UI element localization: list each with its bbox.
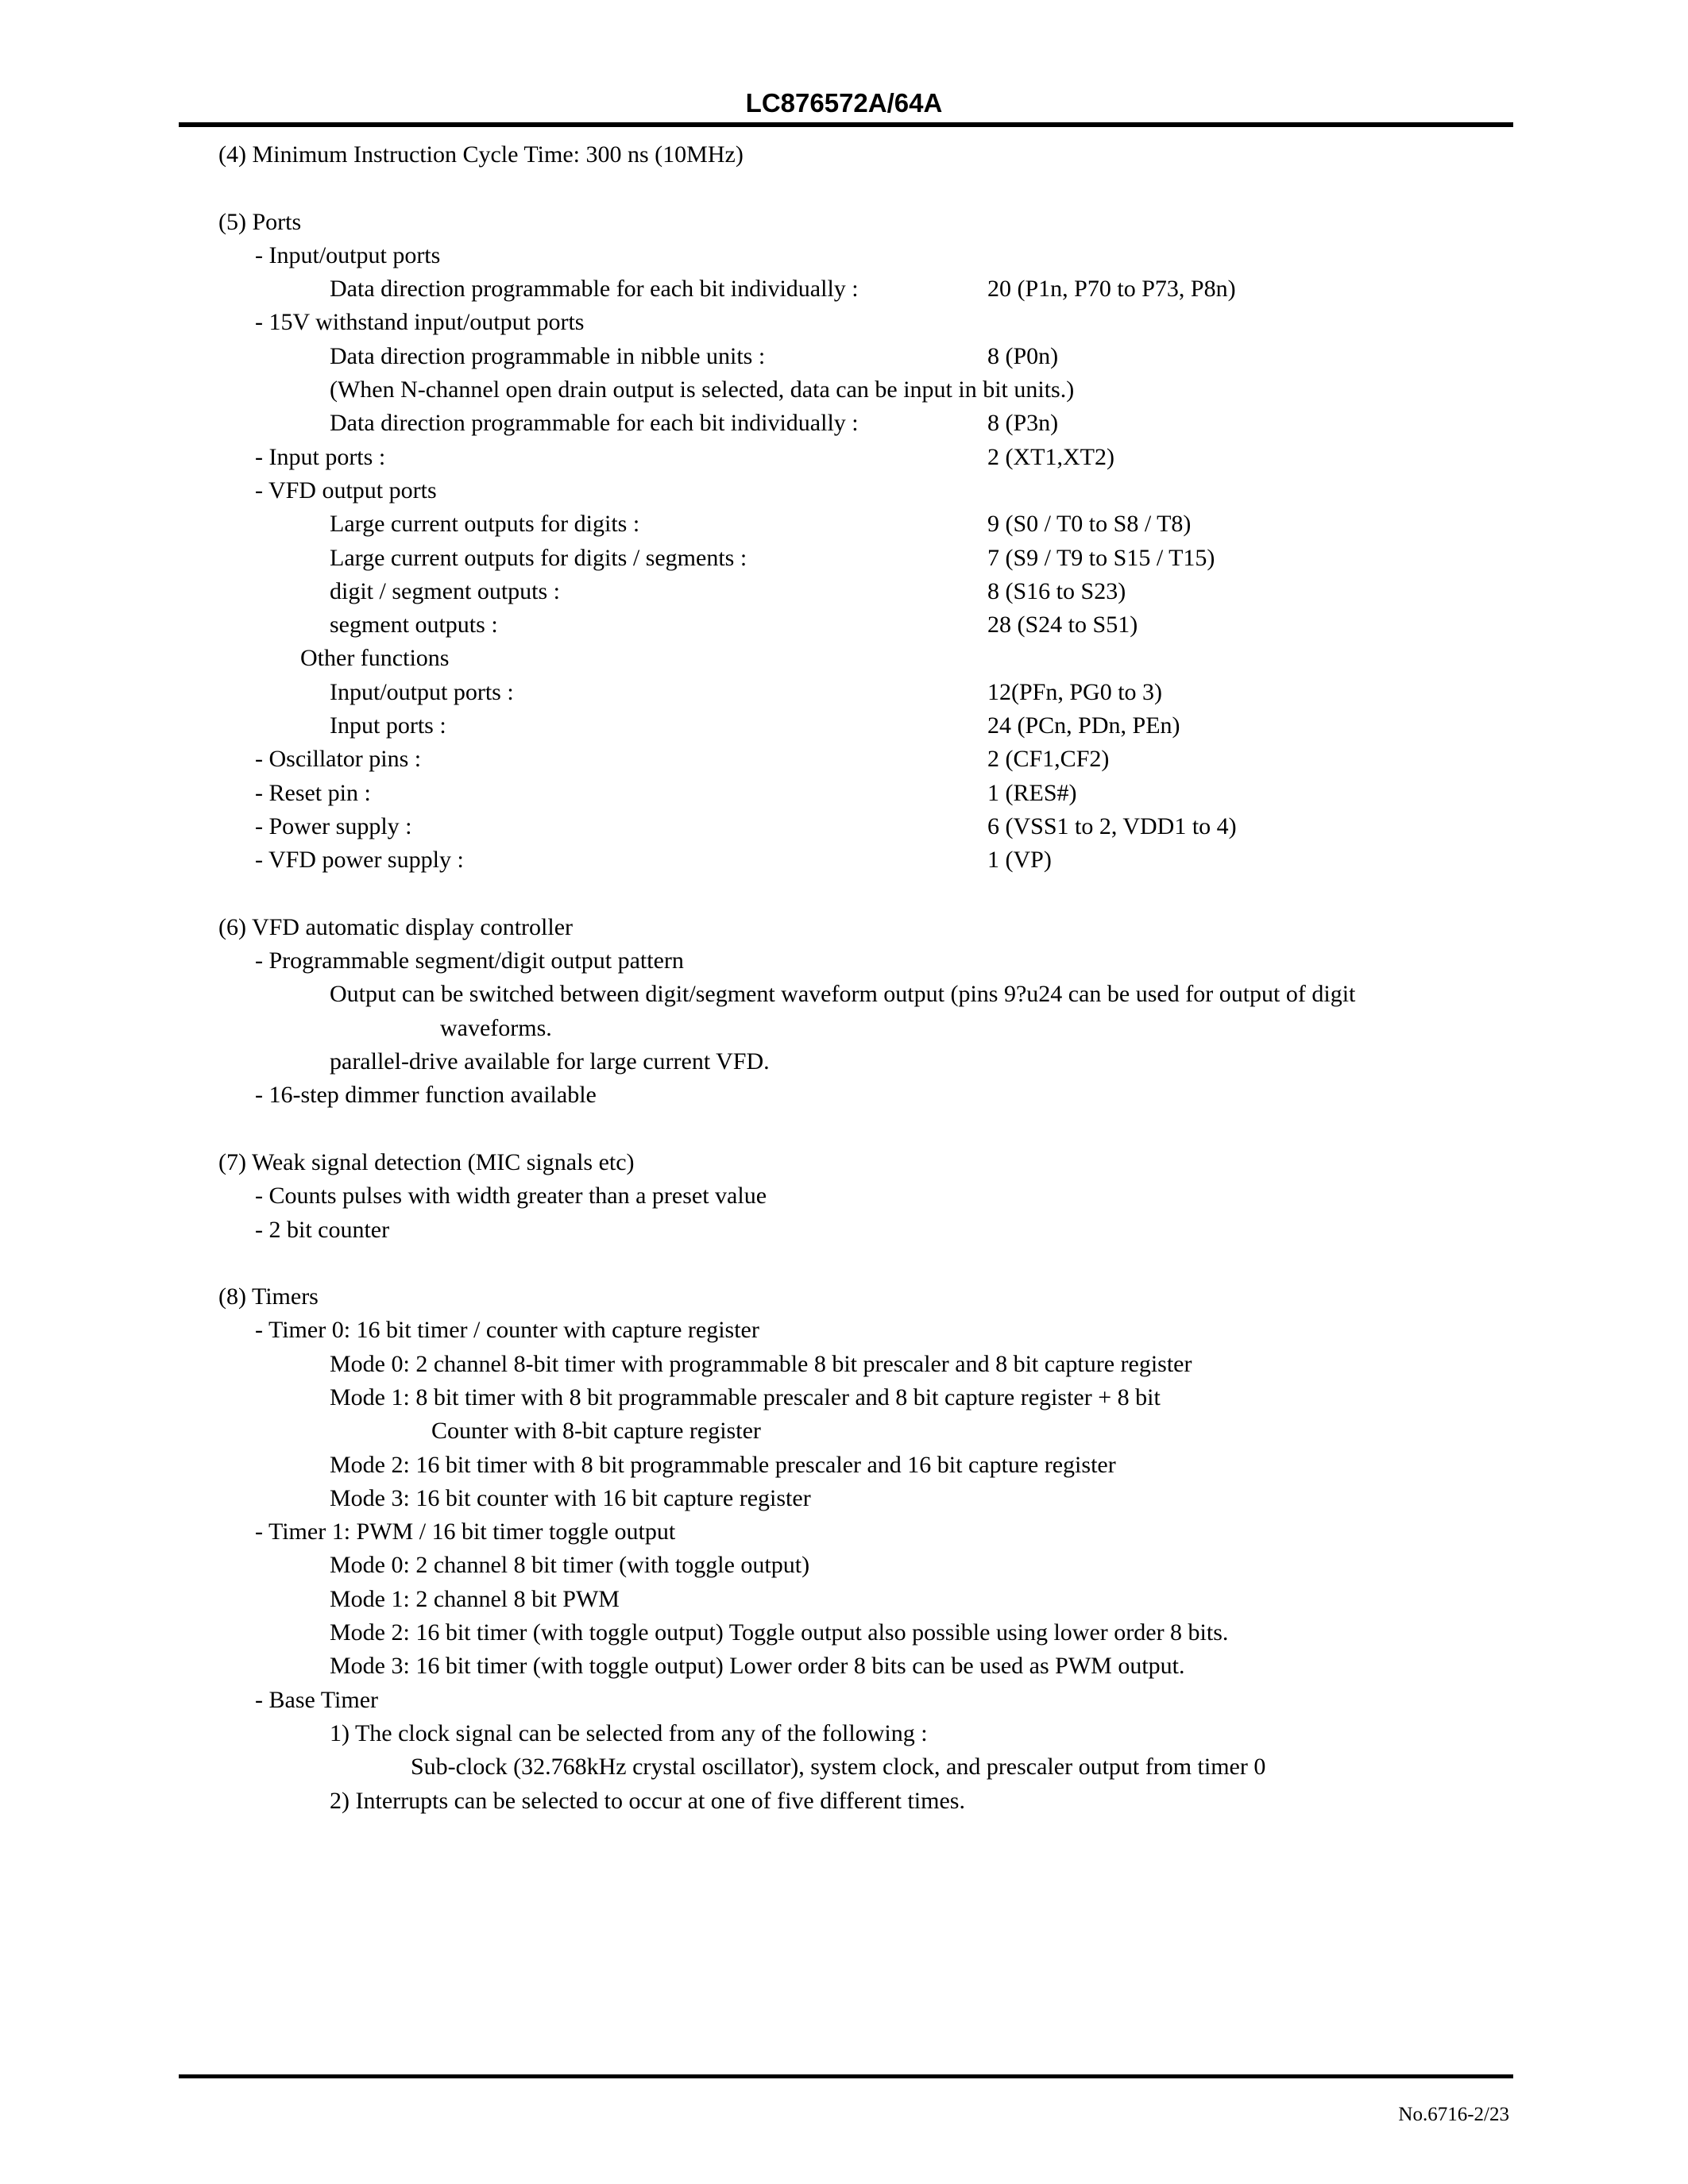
spec-value: 9 (S0 / T0 to S8 / T8)	[987, 511, 1192, 538]
body-text: Mode 3: 16 bit timer (with toggle output) Lower order 8 bits can be used as PWM output.	[330, 1653, 1185, 1680]
spec-value: 2 (CF1,CF2)	[987, 746, 1110, 773]
footer-divider	[179, 2074, 1513, 2078]
spacer	[0, 878, 1688, 911]
body-text-continued: waveforms.	[440, 1014, 552, 1041]
note-text: (When N-channel open drain output is selected, data can be input in bit units.)	[330, 376, 1075, 403]
body-text: 1) The clock signal can be selected from any of the following :	[330, 1719, 928, 1746]
body-text: Mode 1: 2 channel 8 bit PWM	[330, 1585, 620, 1612]
list-item: - 2 bit counter	[255, 1216, 390, 1243]
spec-label: Large current outputs for digits / segments :	[330, 544, 747, 571]
spec-label: Data direction programmable in nibble units :	[330, 342, 766, 369]
body-text: Mode 0: 2 channel 8 bit timer (with toggle output)	[330, 1552, 810, 1579]
spec-row	[0, 272, 1688, 306]
body-text: 2) Interrupts can be selected to occur at one of five different times.	[330, 1787, 965, 1814]
body-text: Mode 2: 16 bit timer (with toggle output) Toggle output also possible using lower order 8 bits.	[330, 1619, 1229, 1646]
spec-row	[0, 340, 1688, 373]
body-text: parallel-drive available for large current VFD.	[330, 1048, 770, 1075]
section-6-title: (6) VFD automatic display controller	[218, 913, 574, 940]
body-text-continued: Sub-clock (32.768kHz crystal oscillator), system clock, and prescaler output from timer 0	[411, 1754, 1266, 1781]
subheading: Other functions	[300, 645, 450, 672]
spec-row	[0, 507, 1688, 541]
body-text: Mode 0: 2 channel 8-bit timer with programmable 8 bit prescaler and 8 bit capture register	[330, 1350, 1192, 1377]
list-item: - 16-step dimmer function available	[255, 1082, 597, 1109]
spec-value: 12(PFn, PG0 to 3)	[987, 678, 1163, 705]
spec-label: - VFD power supply :	[255, 847, 464, 874]
spec-row	[0, 542, 1688, 575]
spacer	[0, 1113, 1688, 1146]
spec-label: Data direction programmable for each bit individually :	[330, 276, 859, 303]
section-5-title: (5) Ports	[218, 208, 302, 235]
spec-label: - Input ports :	[255, 443, 386, 470]
spec-value: 1 (VP)	[987, 847, 1052, 874]
list-item: - Timer 0: 16 bit timer / counter with capture register	[255, 1317, 759, 1344]
spec-value: 20 (P1n, P70 to P73, P8n)	[987, 276, 1236, 303]
spec-label: Input ports :	[330, 712, 446, 739]
spacer	[0, 1247, 1688, 1280]
spec-label: - Oscillator pins :	[255, 746, 422, 773]
spec-row	[0, 441, 1688, 474]
spec-row	[0, 777, 1688, 810]
spacer	[0, 172, 1688, 205]
list-item: - VFD output ports	[255, 477, 437, 504]
body-text: Mode 1: 8 bit timer with 8 bit programmable prescaler and 8 bit capture register + 8 bit	[330, 1383, 1161, 1410]
body-text: Mode 3: 16 bit counter with 16 bit capture register	[330, 1484, 811, 1511]
list-item: - Counts pulses with width greater than a preset value	[255, 1183, 767, 1210]
spec-value: 8 (P0n)	[987, 342, 1059, 369]
list-item: - Base Timer	[255, 1686, 379, 1713]
section-8-title: (8) Timers	[218, 1283, 319, 1310]
spec-value: 7 (S9 / T9 to S15 / T15)	[987, 544, 1215, 571]
section-4-title: (4) Minimum Instruction Cycle Time: 300 ns (10MHz)	[218, 141, 744, 168]
document-body	[0, 138, 1688, 1818]
header-divider	[179, 122, 1513, 127]
spec-label: Large current outputs for digits :	[330, 511, 640, 538]
body-text-continued: Counter with 8-bit capture register	[431, 1418, 761, 1445]
spec-row	[0, 743, 1688, 776]
spec-value: 1 (RES#)	[987, 779, 1077, 806]
body-text: Mode 2: 16 bit timer with 8 bit programmable prescaler and 16 bit capture register	[330, 1451, 1116, 1478]
spec-label: digit / segment outputs :	[330, 577, 560, 604]
list-item: - Programmable segment/digit output pattern	[255, 947, 684, 974]
body-text: Output can be switched between digit/segment waveform output (pins 9?u24 can be used for output of digit	[330, 981, 1356, 1008]
page-header-title: LC876572A/64A	[745, 88, 943, 118]
spec-value: 24 (PCn, PDn, PEn)	[987, 712, 1180, 739]
spec-row	[0, 843, 1688, 877]
spec-row	[0, 810, 1688, 843]
spec-value: 6 (VSS1 to 2, VDD1 to 4)	[987, 812, 1237, 839]
spec-label: - Power supply :	[255, 812, 412, 839]
spec-row	[0, 676, 1688, 709]
spec-row	[0, 407, 1688, 440]
spec-label: Data direction programmable for each bit individually :	[330, 410, 859, 437]
spec-label: segment outputs :	[330, 612, 498, 639]
spec-row	[0, 575, 1688, 608]
spec-value: 8 (S16 to S23)	[987, 577, 1126, 604]
spec-label: - Reset pin :	[255, 779, 371, 806]
list-item: - 15V withstand input/output ports	[255, 309, 585, 336]
section-7-title: (7) Weak signal detection (MIC signals etc)	[218, 1148, 635, 1175]
spec-row	[0, 608, 1688, 642]
spec-value: 28 (S24 to S51)	[987, 612, 1138, 639]
list-item: - Timer 1: PWM / 16 bit timer toggle output	[255, 1518, 676, 1545]
list-item: - Input/output ports	[255, 241, 441, 268]
spec-value: 8 (P3n)	[987, 410, 1059, 437]
spec-label: Input/output ports :	[330, 678, 514, 705]
spec-row	[0, 709, 1688, 743]
spec-value: 2 (XT1,XT2)	[987, 443, 1114, 470]
page-number: No.6716-2/23	[1398, 2104, 1509, 2125]
